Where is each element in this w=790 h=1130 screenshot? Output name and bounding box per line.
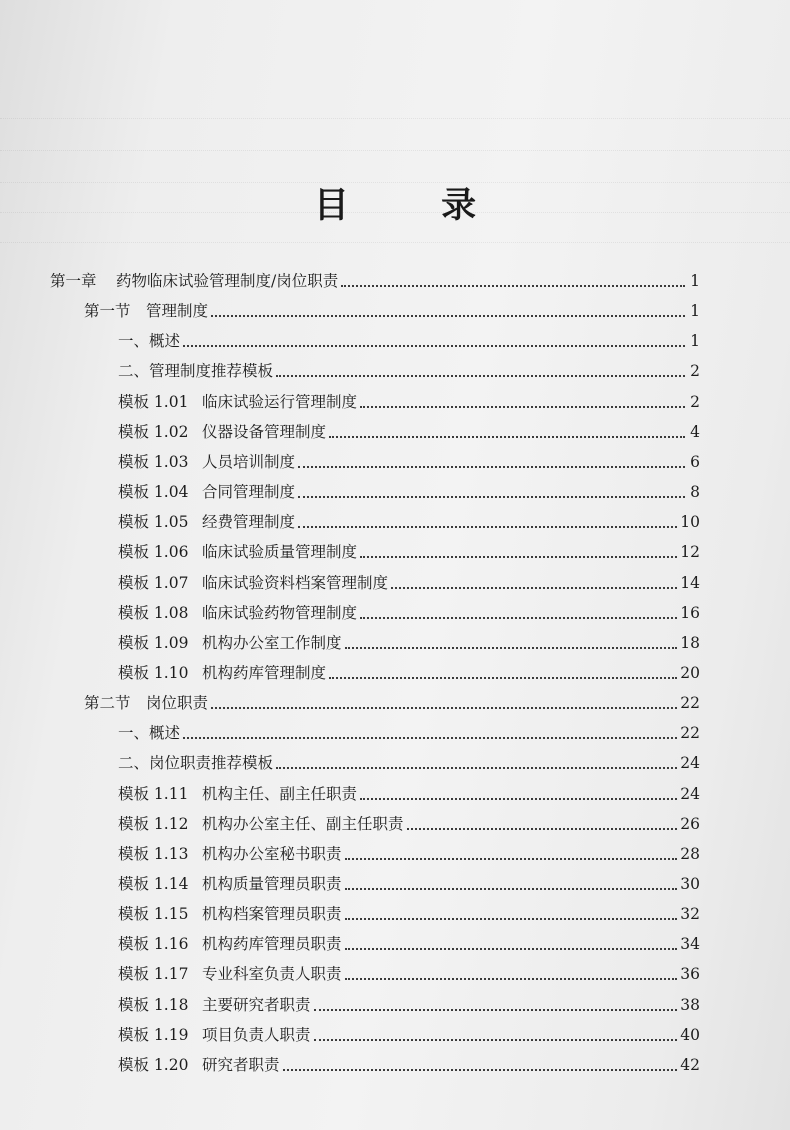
toc-entry-number: 模板 1.18 xyxy=(118,995,189,1014)
toc-entry-label xyxy=(118,482,295,502)
toc-entry[interactable] xyxy=(118,713,700,743)
toc-entry-label xyxy=(50,271,338,291)
toc-entry-label xyxy=(118,361,273,381)
toc-entry[interactable] xyxy=(118,1045,700,1075)
toc-entry-label xyxy=(118,784,357,804)
toc-entry-number: 模板 1.05 xyxy=(118,513,189,532)
toc-entry-label xyxy=(118,964,342,984)
dot-leader xyxy=(183,736,677,739)
dot-leader xyxy=(314,1008,678,1011)
toc-entry-label xyxy=(118,934,342,954)
toc-page-number: 20 xyxy=(680,663,700,682)
dot-leader xyxy=(211,314,685,317)
toc-entry-title: 临床试验运行管理制度 xyxy=(202,392,358,411)
toc-page-number: 14 xyxy=(680,573,700,592)
toc-entry-label xyxy=(118,844,342,864)
toc-entry[interactable] xyxy=(118,472,700,502)
toc-page-number: 42 xyxy=(680,1055,700,1074)
toc-entry-title: 机构主任、副主任职责 xyxy=(202,784,358,803)
toc-entry-title: 合同管理制度 xyxy=(202,483,296,502)
toc-entry-label xyxy=(118,331,180,351)
dot-leader xyxy=(345,917,678,920)
toc-entry-label xyxy=(84,693,208,713)
toc-page-number: 30 xyxy=(680,875,700,893)
toc-entry-label xyxy=(118,995,311,1015)
toc-page-number: 22 xyxy=(680,694,700,713)
toc-entry-title: 经费管理制度 xyxy=(202,513,296,532)
toc-entry[interactable] xyxy=(118,623,700,653)
toc-entry[interactable] xyxy=(118,924,700,954)
toc-entry-number: 模板 1.09 xyxy=(118,633,189,652)
toc-entry[interactable] xyxy=(118,954,700,984)
toc-page-number: 26 xyxy=(680,814,700,833)
toc-entry-number: 模板 1.07 xyxy=(118,573,189,592)
toc-entry-number: 模板 1.20 xyxy=(118,1055,189,1074)
dot-leader xyxy=(298,525,677,528)
toc-entry[interactable] xyxy=(118,1015,700,1045)
dot-leader xyxy=(329,676,677,679)
dot-leader xyxy=(183,344,685,347)
toc-entry-label xyxy=(118,603,357,623)
dot-leader xyxy=(345,977,678,980)
toc-page-number: 18 xyxy=(680,633,700,652)
toc-entry-title: 机构药库管理员职责 xyxy=(202,935,342,954)
toc-entry-label xyxy=(84,301,208,321)
toc-page-number: 1 xyxy=(690,272,700,290)
dot-leader xyxy=(283,1068,678,1071)
toc-page-number: 6 xyxy=(690,452,700,471)
toc-entry-title: 仪器设备管理制度 xyxy=(202,422,327,441)
toc-page-number: 2 xyxy=(690,362,700,381)
toc-entry[interactable] xyxy=(118,382,700,412)
toc-entry-label xyxy=(118,753,273,773)
dot-leader xyxy=(345,646,678,649)
toc-entry-title: 研究者职责 xyxy=(202,1055,280,1074)
toc-entry-number: 模板 1.12 xyxy=(118,814,189,833)
toc-entry[interactable] xyxy=(118,985,700,1015)
toc-entry-title: 机构办公室工作制度 xyxy=(202,633,342,652)
dot-leader xyxy=(211,706,677,709)
dot-leader xyxy=(360,555,677,558)
toc-entry-number: 模板 1.04 xyxy=(118,483,189,502)
toc-entry-title: 一、概述 xyxy=(118,332,181,351)
toc-page-number: 16 xyxy=(680,603,700,622)
toc-entry-label xyxy=(118,723,180,743)
dot-leader xyxy=(345,887,678,890)
toc-entry-title: 临床试验资料档案管理制度 xyxy=(202,573,389,592)
toc-page-number: 10 xyxy=(680,513,700,532)
dot-leader xyxy=(329,435,685,438)
toc-entry-number: 模板 1.01 xyxy=(118,392,189,411)
toc-entry-number: 模板 1.02 xyxy=(118,422,189,441)
toc-entry-title: 主要研究者职责 xyxy=(202,995,311,1014)
toc-page-number: 1 xyxy=(690,302,700,321)
toc-entry-label xyxy=(118,392,357,412)
toc-page-number: 22 xyxy=(680,724,700,743)
toc-page-number: 24 xyxy=(680,754,700,773)
toc-entry-label xyxy=(118,1025,311,1045)
toc-entry[interactable] xyxy=(118,593,700,623)
toc-entry[interactable] xyxy=(84,291,700,321)
bleed-through-line xyxy=(0,242,790,244)
toc-page-number: 1 xyxy=(690,332,700,351)
toc-entry[interactable] xyxy=(118,894,700,924)
toc-entry-number: 模板 1.15 xyxy=(118,905,189,924)
toc-entry-label xyxy=(118,904,342,924)
toc-entry-label xyxy=(118,452,295,472)
toc-page-number: 12 xyxy=(680,543,700,562)
toc-entry-number: 模板 1.19 xyxy=(118,1025,189,1044)
toc-page-number: 24 xyxy=(680,784,700,803)
toc-entry[interactable] xyxy=(118,864,700,894)
dot-leader xyxy=(360,405,685,408)
toc-entry-label xyxy=(118,542,357,562)
toc-entry[interactable] xyxy=(118,412,700,442)
toc-entry[interactable] xyxy=(118,804,700,834)
toc-entry-label xyxy=(118,874,342,894)
toc-entry-title: 机构质量管理员职责 xyxy=(202,875,342,893)
toc-entry[interactable] xyxy=(118,834,700,864)
toc-entry-title: 临床试验药物管理制度 xyxy=(202,603,358,622)
dot-leader xyxy=(276,766,677,769)
toc-entry-title: 机构办公室秘书职责 xyxy=(202,844,342,863)
bleed-through-line xyxy=(0,150,790,152)
toc-entry[interactable] xyxy=(118,532,700,562)
dot-leader xyxy=(360,616,677,619)
toc-entry-label xyxy=(118,814,404,834)
toc-entry[interactable] xyxy=(118,502,700,532)
page-title: 目 录 xyxy=(313,186,517,226)
toc-entry-number: 模板 1.08 xyxy=(118,603,189,622)
dot-leader xyxy=(341,284,685,287)
toc-page-number: 8 xyxy=(690,483,700,502)
toc-page-number: 38 xyxy=(680,995,700,1014)
toc-entry-number: 第一节 xyxy=(84,302,131,321)
toc-entry-number: 模板 1.11 xyxy=(118,784,189,803)
dot-leader xyxy=(314,1038,678,1041)
toc-entry-title: 一、概述 xyxy=(118,724,181,743)
toc-entry-title: 二、岗位职责推荐模板 xyxy=(118,754,274,773)
toc-entry[interactable] xyxy=(84,683,700,713)
toc-entry-number: 模板 1.03 xyxy=(118,452,189,471)
toc-entry-label xyxy=(118,512,295,532)
toc-entry-title: 临床试验质量管理制度 xyxy=(202,543,358,562)
toc-entry-number: 模板 1.06 xyxy=(118,543,189,562)
toc-entry[interactable] xyxy=(118,774,700,804)
bleed-through-line xyxy=(0,118,790,120)
dot-leader xyxy=(391,586,677,589)
toc-entry[interactable] xyxy=(118,653,700,683)
toc-entry-title: 机构办公室主任、副主任职责 xyxy=(202,814,404,833)
toc-page-number: 40 xyxy=(680,1025,700,1044)
toc-entry-label xyxy=(118,573,388,593)
toc-entry-title: 二、管理制度推荐模板 xyxy=(118,362,274,381)
toc-entry-label xyxy=(118,422,326,442)
toc-entry-number: 模板 1.13 xyxy=(118,844,189,863)
toc-entry[interactable] xyxy=(50,261,700,291)
toc-entry-title: 机构药库管理制度 xyxy=(202,663,327,682)
toc-entry-title: 项目负责人职责 xyxy=(202,1025,311,1044)
toc-entry-title: 岗位职责 xyxy=(146,694,209,713)
dot-leader xyxy=(298,465,685,468)
toc-entry[interactable] xyxy=(118,321,700,351)
toc-entry-number: 第二节 xyxy=(84,694,131,713)
toc-entry-label xyxy=(118,663,326,683)
toc-entry-label xyxy=(118,1055,280,1075)
toc-entry-title: 专业科室负责人职责 xyxy=(202,965,342,984)
toc-page-number: 28 xyxy=(680,844,700,863)
toc-entry-number: 模板 1.10 xyxy=(118,663,189,682)
toc-entry-title: 人员培训制度 xyxy=(202,452,296,471)
toc-entry-number: 模板 1.16 xyxy=(118,935,189,954)
toc-entry-title: 机构档案管理员职责 xyxy=(202,905,342,924)
toc-page-number: 34 xyxy=(680,935,700,954)
dot-leader xyxy=(345,857,678,860)
dot-leader xyxy=(360,797,677,800)
toc-entry-title: 管理制度 xyxy=(146,302,209,321)
toc-page-number: 2 xyxy=(690,392,700,411)
toc-entry[interactable] xyxy=(118,442,700,472)
toc-entry-number: 模板 1.14 xyxy=(118,875,189,893)
dot-leader xyxy=(345,947,678,950)
toc-entry-number: 第一章 xyxy=(50,272,97,290)
toc-page-number: 32 xyxy=(680,905,700,924)
toc-entry[interactable] xyxy=(118,743,700,773)
toc-page-number: 4 xyxy=(690,422,700,441)
toc-page-number: 36 xyxy=(680,965,700,984)
toc-entry-title: 药物临床试验管理制度/岗位职责 xyxy=(116,272,339,290)
dot-leader xyxy=(276,374,685,377)
toc-entry-number: 模板 1.17 xyxy=(118,965,189,984)
toc-entry[interactable] xyxy=(118,351,700,381)
toc-entry-label xyxy=(118,633,342,653)
dot-leader xyxy=(407,827,678,830)
toc-entry[interactable] xyxy=(118,563,700,593)
dot-leader xyxy=(298,495,685,498)
